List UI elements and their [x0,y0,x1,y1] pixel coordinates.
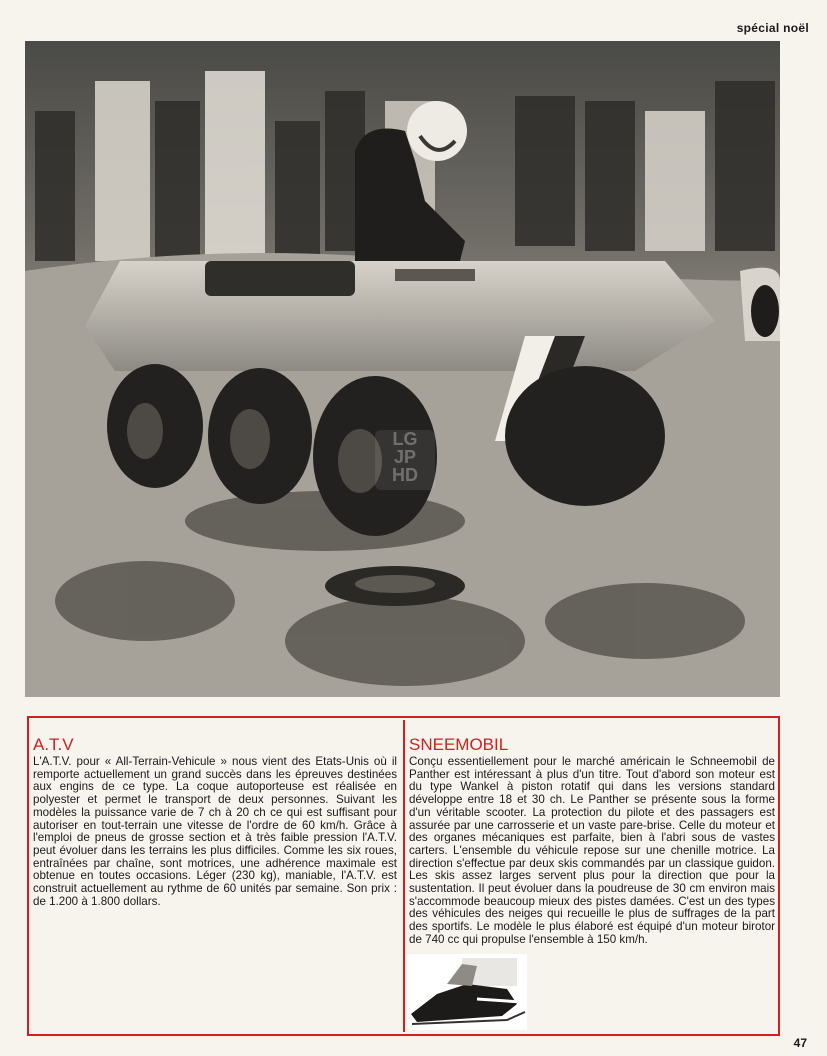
article-atv [33,736,397,908]
atv-photo [25,41,780,697]
watermark-logo: LG JP HD [375,430,435,490]
article-body: Conçu essentiellement pour le marché américain le Schneemobil de Panther est intéressant à plus d'un titre. Tout d'abord son moteur est du type Wankel à piston rotatif qui dans les versions standard développe entre 18 et 30 ch. Le Panther se présente sous la forme d'un véritable scooter. La protection du pilote et des passagers est assurée par une carrosserie et un vaste pare-brise. Celle du moteur et des organes mécaniques est parfaite, bien à l'abri sous de vastes carters. L'ensemble du véhicule repose sur une chenille motrice. La direction s'effectue par deux skis commandés par un classique guidon. Les skis assez larges servent plus pour la direction que pour la sustentation. Il peut évoluer dans la poudreuse de 30 cm environ mais s'accommode beaucoup mieux des pistes damées. C'est un des types des véhicules des neiges qui recueille le plus de suffrages de la part des sportifs. Le modèle le plus élaboré est équipé d'un moteur birotor de 740 cc qui propulse l'ensemble à 150 km/h. [409,755,775,946]
page-number: 47 [793,1036,807,1050]
column-divider [403,720,405,1032]
article-title: SNEEMOBIL [409,735,509,754]
snowmobile-photo [407,954,527,1030]
article-body: L'A.T.V. pour « All-Terrain-Vehicule » nous vient des Etats-Unis où il remporte actuellement un grand succès dans les épreuves destinées aux engins de ce type. La coque autoporteuse est réalisée en polyester et permet le transport de deux personnes. Suivant les modèles la puissance varie de 7 ch à 20 ch ce qui est suffisant pour autoriser en tout-terrain une vitesse de l'ordre de 60 km/h. Grâce à l'emploi de pneus de grosse section et à très faible pression l'A.T.V. peut évoluer dans les terrains les plus difficiles. Comme les six roues, entraînées par chaîne, sont motrices, une adhérence maximale est obtenue en toutes occasions. Léger (230 kg), maniable, l'A.T.V. est construit actuellement au rythme de 60 unités par semaine. Son prix : de 1.200 à 1.800 dollars. [33,755,397,908]
section-label: spécial noël [736,21,809,35]
article-sneemobil [409,736,775,947]
article-title: A.T.V [33,735,74,754]
